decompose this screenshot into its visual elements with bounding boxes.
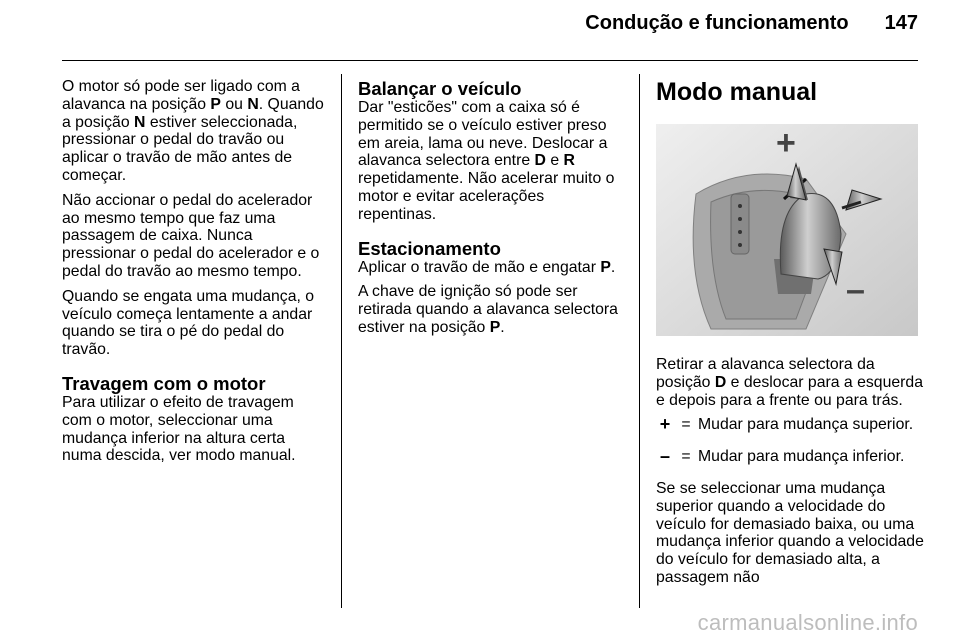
page-header: [585, 12, 918, 35]
heading-parking: Estacionamento: [358, 237, 501, 259]
legend-downshift-text: Mudar para mudança inferior.: [698, 448, 905, 466]
paragraph-gear-engaged: Quando se engata uma mudança, o veículo começa lentamente a andar quando se tira o pé do pedal do travão.: [62, 287, 315, 359]
minus-icon: –: [659, 446, 670, 467]
legend-downshift: – = Mudar para mudança inferior.: [656, 448, 924, 466]
page-number: 147: [884, 12, 918, 34]
gear-selector-illustration: [656, 124, 918, 336]
minus-label: –: [846, 271, 865, 309]
heading-engine-braking: Travagem com o motor: [62, 372, 266, 394]
column-3: [656, 78, 924, 594]
column-divider-2: [639, 74, 640, 608]
paragraph-manual-mode: Retirar a alavanca selectora da posição D e deslocar para a esquerda e depois para a frente ou para trás.: [656, 356, 923, 409]
paragraph-engine-braking: Para utilizar o efeito de travagem com o motor, seleccionar uma mudança inferior na altura certa numa descida, ver modo manual.: [62, 393, 296, 465]
paragraph-shift-warning: Se se seleccionar uma mudança superior quando a velocidade do veículo for demasiado baixa, ou uma mudança inferior quando a velocidade do veículo for demasiado alta, a passagem não: [656, 479, 924, 586]
plus-icon: +: [659, 414, 671, 435]
heading-manual-mode: Modo manual: [656, 78, 818, 106]
legend-upshift: + = Mudar para mudança superior.: [656, 416, 924, 434]
column-1: [62, 78, 328, 472]
heading-rocking: Balançar o veículo: [358, 78, 522, 99]
column-divider-1: [341, 74, 342, 608]
legend-upshift-text: Mudar para mudança superior.: [698, 416, 914, 434]
watermark: carmanualsonline.info: [697, 610, 918, 635]
chapter-title: Condução e funcionamento: [585, 12, 849, 34]
paragraph-rocking: Dar "esticões" com a caixa só é permitido se o veículo estiver preso em areia, lama ou neve. Deslocar a alavanca selectora entre D e R repetidamente. Não acelerar muito o motor e evitar acelerações repentinas.: [358, 99, 615, 223]
column-2: [358, 78, 624, 344]
paragraph-ignition-key: A chave de ignição só pode ser retirada quando a alavanca selectora estiver na posição P.: [358, 283, 618, 336]
paragraph-engine-start: O motor só pode ser ligado com a alavanca na posição P ou N. Quando a posição N estiver seleccionada, pressionar o pedal do travão ou aplicar o travão de mão antes de começar.: [62, 78, 324, 184]
paragraph-parking: Aplicar o travão de mão e engatar P.: [358, 258, 616, 276]
paragraph-accelerator: Não accionar o pedal do acelerador ao mesmo tempo que faz uma passagem de caixa. Nunca pressionar o pedal do acelerador e o pedal do travão ao mesmo tempo.: [62, 191, 320, 280]
plus-label: +: [776, 124, 796, 162]
header-rule: [62, 60, 918, 61]
